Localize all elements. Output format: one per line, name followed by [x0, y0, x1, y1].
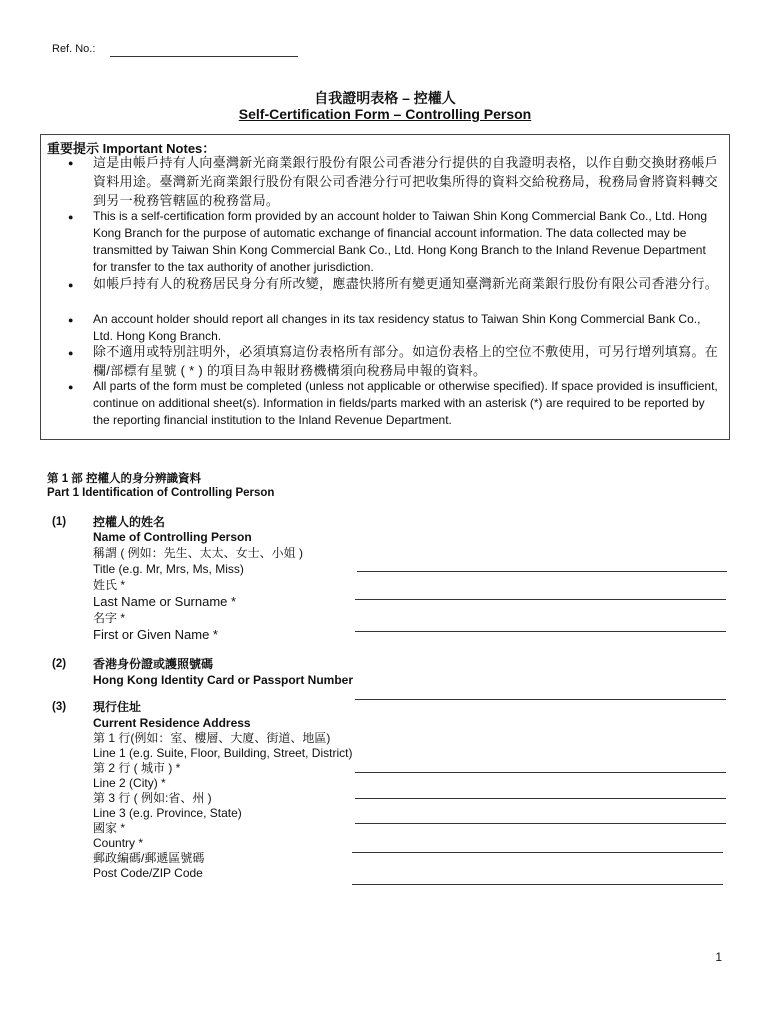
bullet-icon: ●: [68, 348, 74, 358]
ref-no-field[interactable]: [110, 56, 298, 57]
address-line1-field[interactable]: [355, 772, 726, 773]
title-field[interactable]: [357, 571, 727, 572]
first-name-label-zh: 名字 *: [93, 611, 126, 625]
section-3-title-zh: 現行住址: [93, 700, 142, 714]
section-1-title-en: Name of Controlling Person: [93, 530, 252, 544]
title-field-label-zh: 稱謂 ( 例如：先生、太太、女士、小姐 ): [93, 546, 303, 560]
bullet-icon: ●: [68, 158, 74, 168]
country-label-zh: 國家 *: [93, 821, 126, 835]
last-name-label-zh: 姓氏 *: [93, 578, 126, 592]
last-name-label-en: Last Name or Surname *: [93, 594, 237, 609]
form-title-zh: 自我證明表格 – 控權人: [314, 90, 456, 106]
bullet-icon: ●: [68, 280, 74, 290]
note-item-1: 這是由帳戶持有人向臺灣新光商業銀行股份有限公司香港分行提供的自我證明表格，以作自動交換財務帳戶資料用途。臺灣新光商業銀行股份有限公司香港分行可把收集所得的資料交給稅務局，稅務局會將資料轉交到另一稅務管轄區的稅務當局。: [93, 155, 719, 208]
address-line3-field[interactable]: [355, 823, 726, 824]
bullet-icon: ●: [68, 382, 74, 392]
bullet-icon: ●: [68, 315, 74, 325]
section-3-title-en: Current Residence Address: [93, 716, 251, 730]
bullet-icon: ●: [68, 212, 74, 222]
address-line1-label-en: Line 1 (e.g. Suite, Floor, Building, Street, District): [93, 746, 353, 760]
section-1-number: (1): [52, 516, 67, 528]
section-2-title-en: Hong Kong Identity Card or Passport Number: [93, 673, 354, 687]
country-field[interactable]: [352, 852, 723, 853]
note-item-6: All parts of the form must be completed (unless not applicable or otherwise specified). If space provided is insufficient, continue on additional sheet(s). Information in fields/parts marked with an asterisk (*) are required to be reported by the reporting financial institution to the Inland Revenue Department.: [93, 379, 718, 427]
note-item-5: 除不適用或特別註明外，必須填寫這份表格所有部分。如這份表格上的空位不敷使用，可另行增列填寫。在欄/部標有星號 ( * ) 的項目為申報財務機構須向稅務局申報的資料。: [93, 344, 719, 378]
section-1-title-zh: 控權人的姓名: [93, 515, 166, 529]
id-passport-number-field[interactable]: [355, 699, 726, 700]
country-label-en: Country *: [93, 836, 144, 850]
section-2-number: (2): [52, 658, 67, 670]
ref-no-label: Ref. No.:: [52, 43, 96, 55]
part1-title-en: Part 1 Identification of Controlling Person: [47, 487, 275, 499]
form-title-en: Self-Certification Form – Controlling Person: [238, 106, 532, 122]
address-line3-label-zh: 第 3 行 ( 例如:省、州 ): [93, 791, 212, 805]
important-notes-title: 重要提示 Important Notes：: [47, 141, 216, 156]
first-name-field[interactable]: [355, 631, 726, 632]
section-2-title-zh: 香港身份證或護照號碼: [93, 657, 214, 671]
part1-title-zh: 第 1 部 控權人的身分辨識資料: [47, 473, 201, 485]
address-line1-label-zh: 第 1 行(例如：室、樓層、大廈、街道、地區): [93, 731, 331, 745]
address-line2-label-zh: 第 2 行 ( 城市 ) *: [93, 761, 181, 775]
note-item-3: 如帳戶持有人的稅務居民身分有所改變，應盡快將所有變更通知臺灣新光商業銀行股份有限公司香港分行。: [93, 276, 719, 291]
note-item-4: An account holder should report all changes in its tax residency status to Taiwan Shin Kong Commercial Bank Co., Ltd. Hong Kong Branch.: [93, 312, 701, 343]
page-number: 1: [715, 950, 722, 964]
address-line3-label-en: Line 3 (e.g. Province, State): [93, 806, 242, 820]
last-name-field[interactable]: [355, 599, 726, 600]
first-name-label-en: First or Given Name *: [93, 627, 218, 642]
section-3-number: (3): [52, 701, 67, 713]
post-code-label-en: Post Code/ZIP Code: [93, 866, 203, 880]
address-line2-label-en: Line 2 (City) *: [93, 776, 166, 790]
address-line2-field[interactable]: [355, 798, 726, 799]
post-code-label-zh: 郵政編碼/郵遞區號碼: [93, 851, 205, 865]
title-field-label-en: Title (e.g. Mr, Mrs, Ms, Miss): [93, 562, 244, 576]
note-item-2: This is a self-certification form provided by an account holder to Taiwan Shin Kong Commercial Bank Co., Ltd. Hong Kong Branch for the purpose of automatic exchange of financial account information. The data collected may be transmitted by Taiwan Shin Kong Commercial Bank Co., Ltd. Hong Kong Branch to the Inland Revenue Department for transfer to the tax authority of another jurisdiction.: [93, 209, 708, 274]
post-code-field[interactable]: [352, 884, 723, 885]
